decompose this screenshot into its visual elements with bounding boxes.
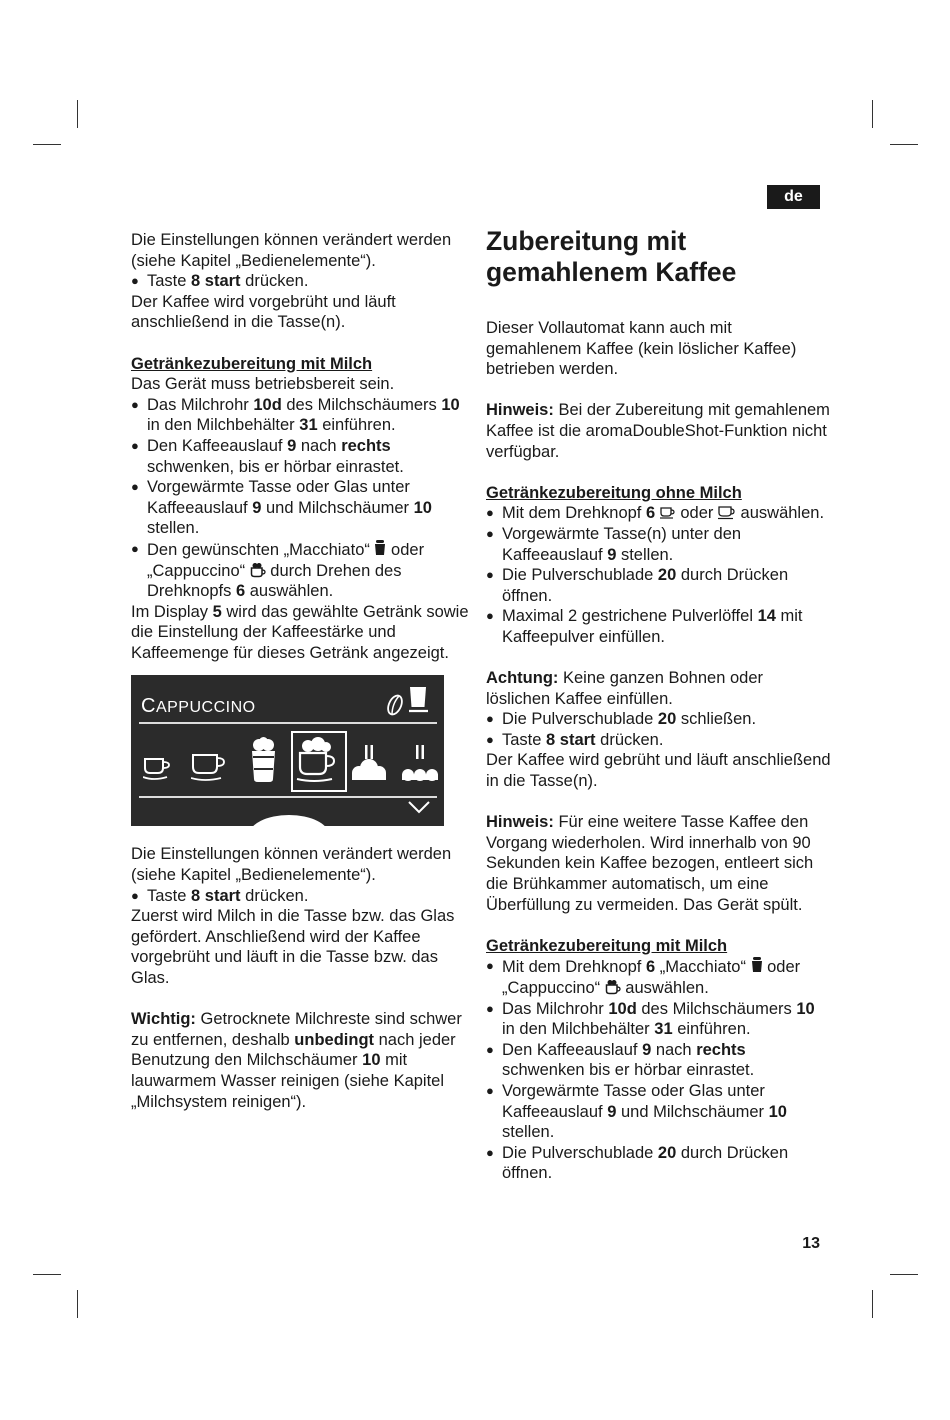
cappuccino-icon [605, 979, 621, 995]
caution-paragraph: Achtung: Keine ganzen Bohnen oder löslichen Kaffee einfüllen. [486, 669, 763, 708]
macchiato-icon [374, 539, 386, 557]
section-heading: Getränkezubereitung mit Milch [131, 354, 373, 373]
language-badge: de [767, 185, 820, 209]
bullet-item: ● Den Kaffeeauslauf 9 nach rechts schwenken, bis er hörbar einrastet. [131, 436, 471, 477]
paragraph: Der Kaffee wird vorgebrüht und läuft anschließend in die Tasse(n). [131, 292, 396, 332]
coffee-machine-display [131, 675, 444, 826]
bullet-item: ● Taste 8 start drücken. [131, 271, 471, 292]
single-cup-icon [660, 506, 676, 520]
bullet-item: ● Taste 8 start drücken. [131, 886, 471, 907]
macchiato-glass-icon [249, 737, 279, 785]
crop-mark [77, 1290, 78, 1318]
bullet-item: ● Mit dem Drehknopf 6 „Macchiato“ oder „Cappuccino“ auswählen. [486, 956, 831, 998]
bullet-item: ● Vorgewärmte Tasse oder Glas unter Kaffeeauslauf 9 und Milchschäumer 10 stellen. [131, 477, 471, 539]
crop-mark [33, 1274, 61, 1275]
page-number: 13 [802, 1235, 820, 1252]
right-column [486, 226, 831, 1184]
crop-mark [872, 100, 873, 128]
cappuccino-icon [250, 562, 266, 578]
cup-size-icon [408, 685, 432, 715]
paragraph: Dieser Vollautomat kann auch mit gemahlenem Kaffee (kein löslicher Kaffee) betrieben werden. [486, 319, 797, 379]
cappuccino-cup-icon [296, 737, 340, 785]
crop-mark [33, 144, 61, 145]
warning-paragraph: Wichtig: Getrocknete Milchreste sind schwer zu entfernen, deshalb unbedingt nach jeder Benutzung den Milchschäumer 10 mit lauwarmem Wasser reinigen (siehe Kapitel „Milchsystem reinigen“). [131, 1010, 462, 1111]
bullet-item: ● Die Pulverschublade 20 schließen. [486, 709, 831, 730]
left-column [131, 230, 471, 1112]
bullet-item: ● Taste 8 start drücken. [486, 730, 831, 751]
bullet-item: ● Den gewünschten „Macchiato“ oder „Cappuccino“ durch Drehen des Drehknopfs 6 auswählen. [131, 539, 471, 602]
double-cup-icon [718, 506, 736, 520]
crop-mark [890, 1274, 918, 1275]
bullet-item: ● Vorgewärmte Tasse oder Glas unter Kaffeeauslauf 9 und Milchschäumer 10 stellen. [486, 1081, 831, 1143]
paragraph: Die Einstellungen können verändert werden (siehe Kapitel „Bedienelemente“). [131, 231, 452, 270]
divider [139, 796, 437, 798]
paragraph: Das Gerät muss betriebsbereit sein. [131, 375, 395, 394]
bullet-item: ● Die Pulverschublade 20 durch Drücken öffnen. [486, 565, 831, 606]
note-paragraph: Hinweis: Für eine weitere Tasse Kaffee den Vorgang wiederholen. Wird innerhalb von 90 Sekunden kein Kaffee bezogen, entleert sich die Brühkammer automatisch, um eine Überfüllung zu vermeiden. Das Gerät spült. [486, 813, 814, 914]
bullet-item: ● Die Pulverschublade 20 durch Drücken öffnen. [486, 1143, 831, 1184]
crop-mark [890, 144, 918, 145]
coffee-cup-icon [191, 751, 227, 783]
chevron-down-icon [407, 799, 431, 815]
crop-mark [77, 100, 78, 128]
paragraph: Zuerst wird Milch in die Tasse bzw. das Glas gefördert. Anschließend wird der Kaffee vorgebrüht und läuft in die Tasse bzw. das Glas. [131, 907, 455, 988]
rotary-knob-arc [249, 815, 329, 826]
espresso-cup-icon [143, 753, 173, 783]
crop-mark [872, 1290, 873, 1318]
note-paragraph: Hinweis: Bei der Zubereitung mit gemahlenem Kaffee ist die aromaDoubleShot-Funktion nicht verfügbar. [486, 401, 830, 461]
page-title: Zubereitung mit gemahlenem Kaffee [486, 226, 737, 287]
display-beverage-title: CAPPUCCINO [141, 695, 256, 718]
bullet-item: ● Das Milchrohr 10d des Milchschäumers 10 in den Milchbehälter 31 einführen. [486, 999, 831, 1040]
bullet-item: ● Maximal 2 gestrichene Pulverlöffel 14 mit Kaffeepulver einfüllen. [486, 606, 831, 647]
bullet-item: ● Das Milchrohr 10d des Milchschäumers 10 in den Milchbehälter 31 einführen. [131, 395, 471, 436]
section-heading: Getränkezubereitung mit Milch [486, 936, 728, 955]
section-heading: Getränkezubereitung ohne Milch [486, 483, 742, 502]
divider [139, 722, 437, 724]
paragraph: Der Kaffee wird gebrüht und läuft anschließend in die Tasse(n). [486, 751, 831, 791]
bullet-item: ● Mit dem Drehknopf 6 oder auswählen. [486, 503, 831, 524]
warm-milk-icon [399, 743, 441, 785]
macchiato-icon [751, 956, 763, 974]
milk-foam-icon [349, 743, 389, 785]
paragraph: Im Display 5 wird das gewählte Getränk sowie die Einstellung der Kaffeestärke und Kaffeemenge für dieses Getränk angezeigt. [131, 602, 469, 662]
bullet-item: ● Vorgewärmte Tasse(n) unter den Kaffeeauslauf 9 stellen. [486, 524, 831, 565]
paragraph: Die Einstellungen können verändert werden (siehe Kapitel „Bedienelemente“). [131, 845, 452, 885]
bullet-item: ● Den Kaffeeauslauf 9 nach rechts schwenken bis er hörbar einrastet. [486, 1040, 831, 1081]
